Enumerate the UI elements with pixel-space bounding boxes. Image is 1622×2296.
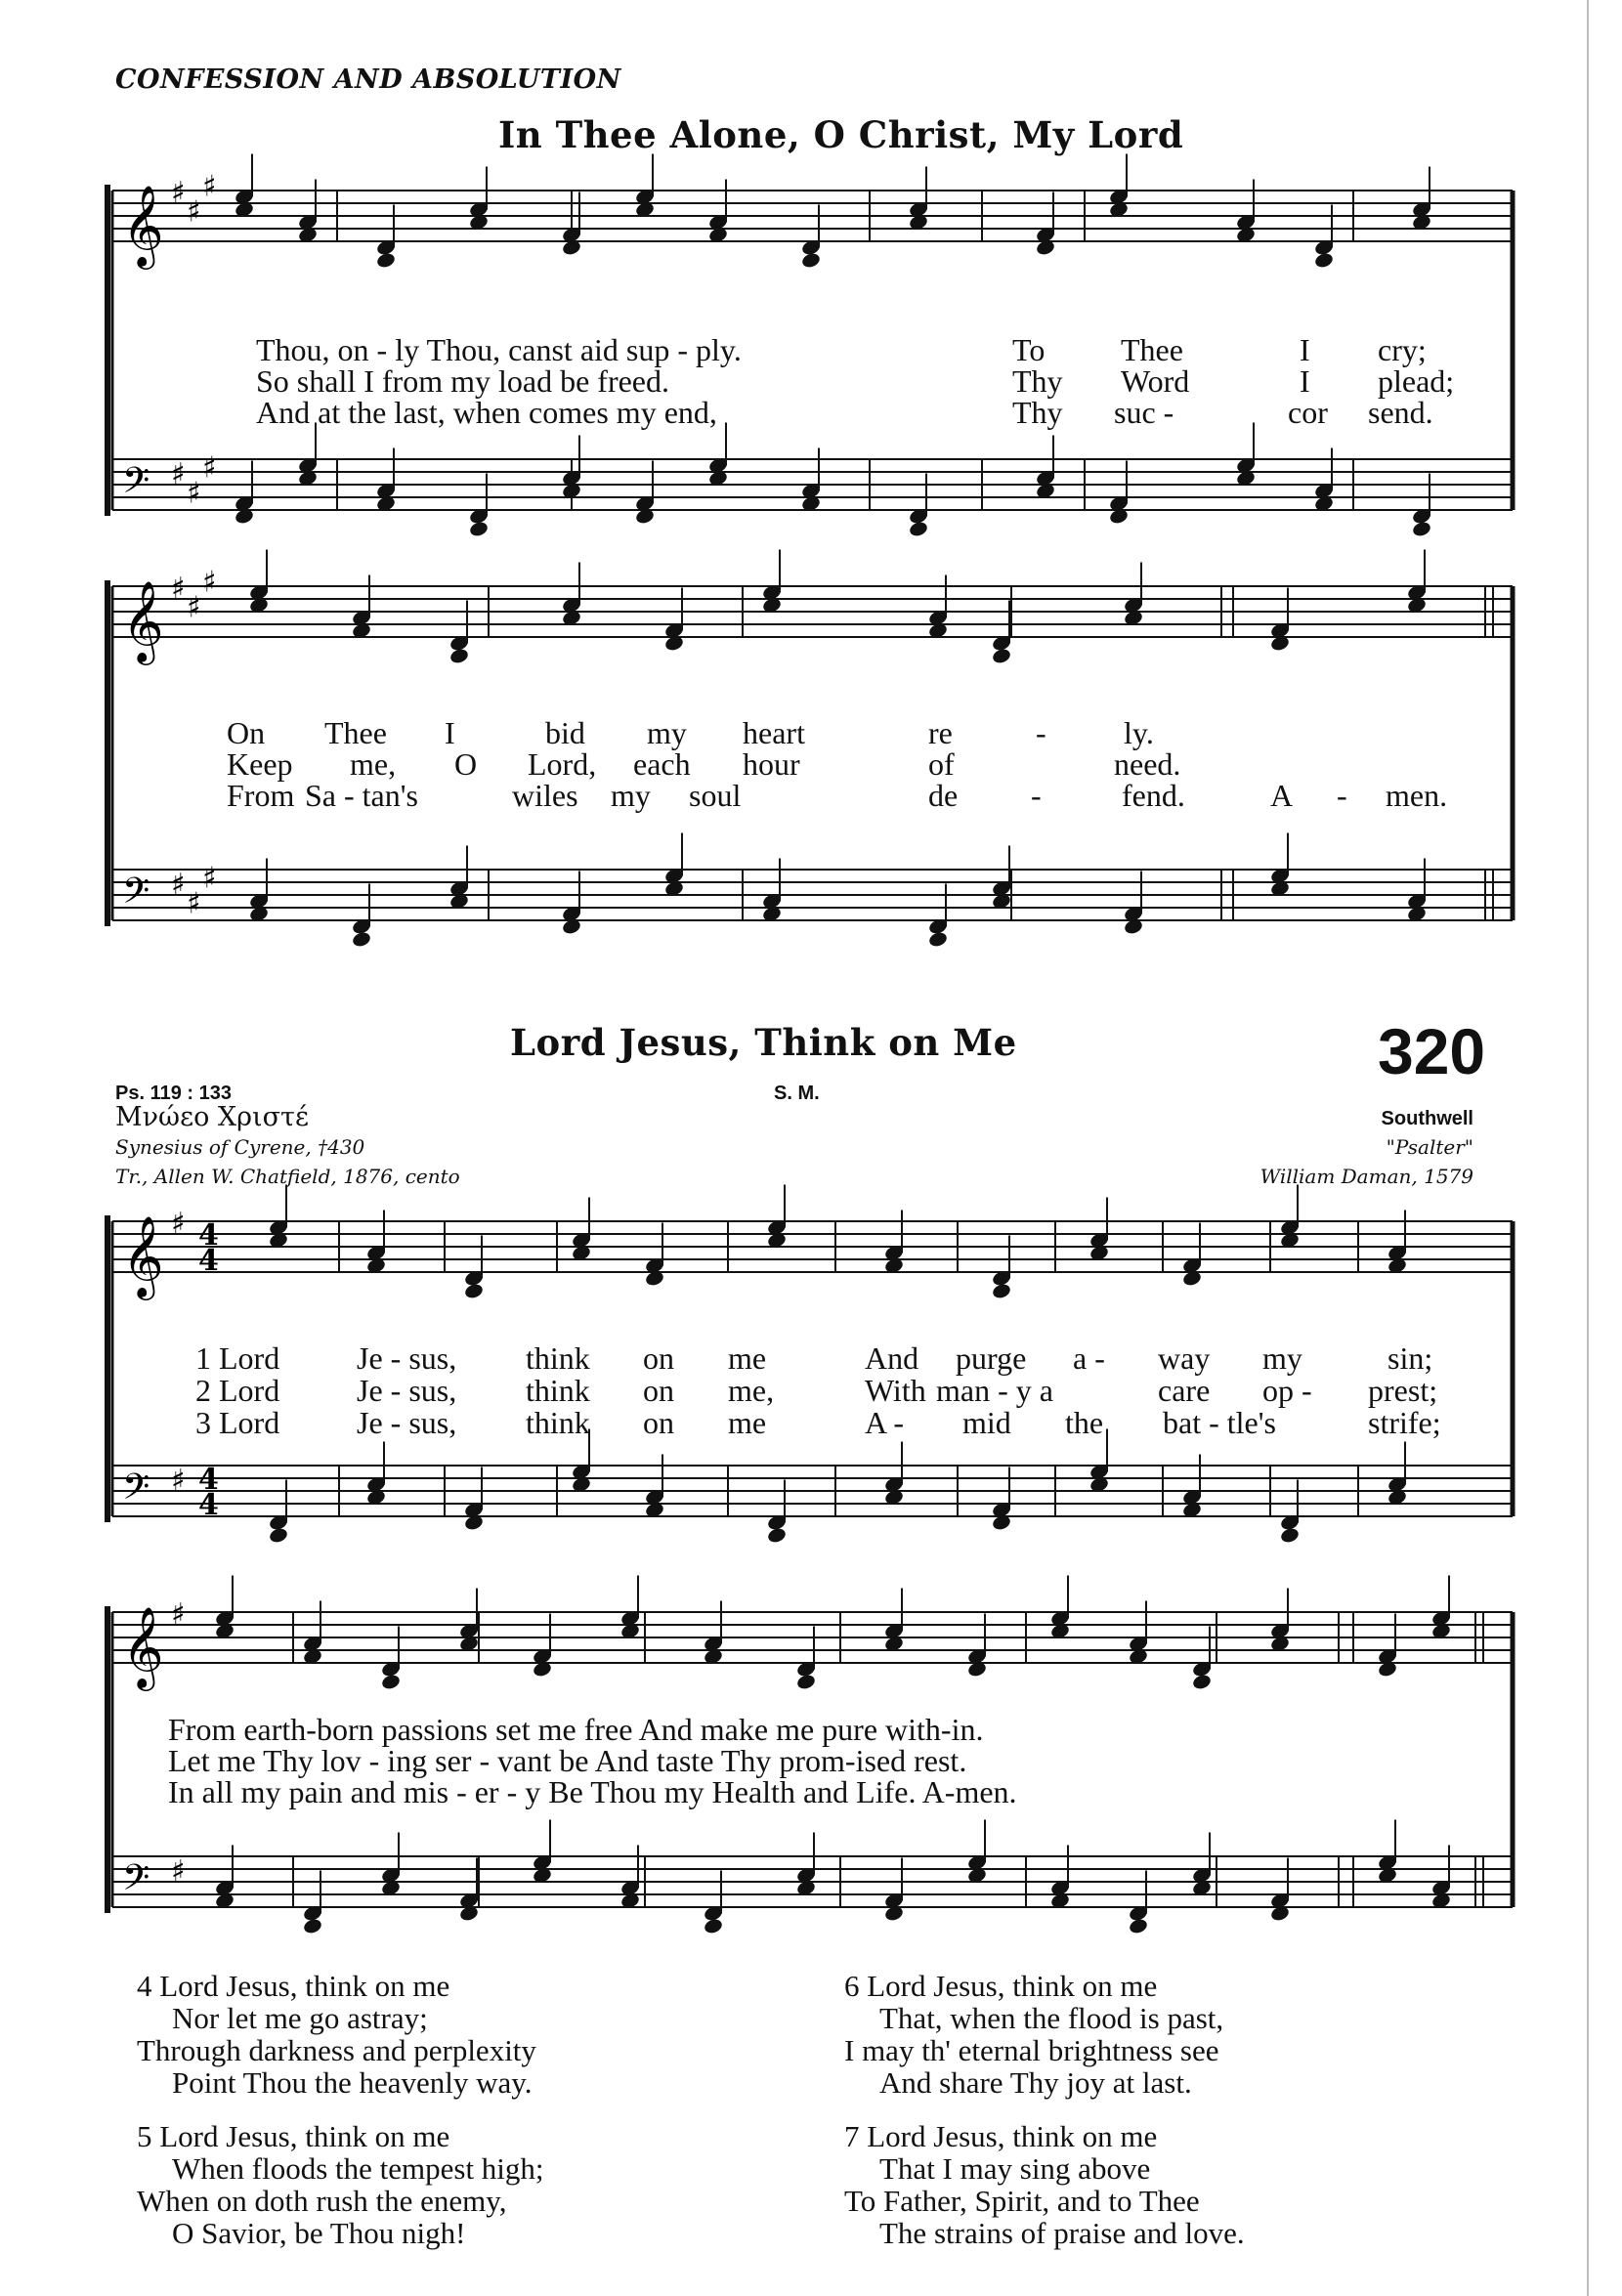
lyric-word: Thee [324,715,387,750]
lyric-word: send. [1368,395,1433,430]
stanza-line: To Father, Spirit, and to Thee [844,2184,1200,2218]
lyric-word: men. [1386,778,1448,813]
lyric-word: care [1158,1373,1211,1408]
hymn-b-lyric-line-5: Let me Thy lov - ing ser - vant be And taste Thy prom-ised rest. [168,1743,967,1778]
note-head [448,647,469,664]
lyric-word: de [928,778,959,813]
note-head [1191,1673,1212,1690]
lyric-word: 1 Lord [195,1340,280,1376]
lyric-word: my [1262,1340,1302,1376]
note-head [991,1282,1011,1299]
note-head [927,930,948,948]
bass-clef-icon: 𝄢 [122,871,150,920]
sharp-icon: ♯ [171,572,186,606]
lyric-word: Je - sus, [357,1340,457,1376]
sharp-icon: ♯ [202,169,217,204]
lyric-word: bid [545,715,585,750]
stanza-line: And share Thy joy at last. [879,2065,1192,2100]
lyric-word: fend. [1122,778,1185,813]
sharp-icon: ♯ [202,565,217,600]
lyric-word: 3 Lord [195,1405,280,1440]
note-head [795,1673,816,1690]
lyric-word: on [643,1405,674,1440]
note-head [468,520,489,537]
note-head [703,1917,723,1935]
lyric-word: And [865,1340,919,1376]
lyric-word: re [928,715,953,750]
stanza-line: That I may sing above [879,2151,1151,2186]
lyric-word: soul [689,778,742,813]
meter: S. M. [774,1083,820,1104]
lyric-word: me [728,1340,767,1376]
lyric-word: me [728,1405,767,1440]
lyric-word: plead; [1378,363,1455,399]
lyric-word: Lord, [528,746,597,782]
hymn-a-lyric-line-5 [0,746,1622,782]
lyric-word: cry; [1378,332,1427,367]
lyric-word: my [647,715,687,750]
lyric-word: wiles [512,778,578,813]
lyric-word: Thy [1012,363,1063,399]
hymn-a-lyric-line-4 [0,715,1622,750]
hymn-a-lyric-line-6 [0,778,1622,813]
time-signature-denominator: 4 [198,1244,219,1278]
sharp-icon: ♯ [171,457,186,491]
bass-clef-icon: 𝄢 [122,1467,150,1516]
note-head [380,1673,401,1690]
sharp-icon: ♯ [171,176,186,210]
stanza-line: 7 Lord Jesus, think on me [844,2119,1158,2153]
scripture-reference: Ps. 119 : 133 [115,1083,232,1104]
sharp-icon: ♯ [187,886,201,921]
stanza-5 [137,2120,544,2249]
lyric-word: me, [350,746,397,782]
treble-clef-icon: 𝄞 [122,1605,164,1687]
lyric-word: A [1270,778,1294,813]
stanza-line: The strains of praise and love. [879,2216,1245,2250]
hymn-number: 320 [1378,1015,1486,1087]
sharp-icon: ♯ [171,1854,186,1889]
lyric-word: on [643,1340,674,1376]
note-head [1279,1526,1300,1544]
sharp-icon: ♯ [171,1597,186,1632]
stanza-7 [844,2120,1245,2249]
bass-clef-icon: 𝄢 [122,1857,150,1907]
lyric-word: I [1300,363,1310,399]
lyric-word: prest; [1368,1373,1438,1408]
stanza-line: That, when the flood is past, [879,2001,1224,2035]
hymn-a-lyric-line-1 [0,332,1622,367]
system-brace [105,1606,110,1913]
lyric-word: of [928,746,955,782]
lyric-word: I [445,715,455,750]
lyric-phrase: And at the last, when comes my end, [256,395,717,430]
lyric-word: heart [743,715,805,750]
sharp-icon: ♯ [202,450,217,486]
lyric-word: each [633,746,691,782]
lyric-word: ly. [1124,715,1154,750]
hymn-b-lyric-line-2 [0,1373,1622,1408]
lyric-word: 2 Lord [195,1373,280,1408]
hymn-b-lyric-line-6: In all my pain and mis - er - y Be Thou my Health and Life. A-men. [168,1774,1017,1809]
stanza-line: 5 Lord Jesus, think on me [137,2119,450,2153]
lyric-word: op - [1262,1373,1312,1408]
hymn-b-title: Lord Jesus, Think on Me [510,1021,1017,1064]
note-head [268,1526,288,1544]
lyric-word: strife; [1368,1405,1441,1440]
treble-clef-icon: 𝄞 [122,184,164,266]
stanza-line: Through darkness and perplexity [137,2033,536,2067]
lyric-word: need. [1114,746,1181,782]
lyric-word: - [1031,778,1042,813]
note-head [302,1917,322,1935]
note-head [991,647,1011,664]
hymn-a-lyric-line-3 [0,395,1622,430]
stanza-line: Point Thou the heavenly way. [172,2065,533,2100]
lyric-phrase: So shall I from my load be freed. [256,363,669,399]
lyric-word: suc - [1114,395,1174,430]
time-signature-numerator: 4 [198,1463,219,1497]
lyric-word: way [1158,1340,1211,1376]
sharp-icon: ♯ [187,590,201,625]
time-signature-denominator: 4 [198,1488,219,1522]
section-heading: CONFESSION AND ABSOLUTION [115,64,621,95]
lyric-word: - [1337,778,1347,813]
stanza-line: 4 Lord Jesus, think on me [137,1969,450,2003]
lyric-word: mid [962,1405,1011,1440]
hymn-a-lyric-line-2 [0,363,1622,399]
greek-title: Μνώεο Χριστέ [115,1102,309,1132]
hymn-b-lyric-line-1 [0,1340,1622,1376]
sharp-icon: ♯ [171,1464,186,1498]
composer: William Daman, 1579 [1259,1165,1473,1188]
note-head [375,251,396,269]
lyric-word: Word [1121,363,1190,399]
lyric-word: Je - sus, [357,1373,457,1408]
author: Synesius of Cyrene, †430 [115,1135,365,1159]
note-head [1313,251,1334,269]
lyric-word: From [227,778,295,813]
lyric-word: man - y a [936,1373,1053,1408]
note-head [766,1526,787,1544]
lyric-word: bat - tle's [1163,1405,1276,1440]
hymn-a-title: In Thee Alone, O Christ, My Lord [498,113,1184,156]
lyric-word: cor [1288,395,1328,430]
sharp-icon: ♯ [171,868,186,902]
hymn-b-lyric-line-3 [0,1405,1622,1440]
lyric-word: on [643,1373,674,1408]
translator: Tr., Allen W. Chatfield, 1876, cento [115,1165,460,1188]
sharp-icon: ♯ [202,861,217,896]
note-head [1128,1917,1148,1935]
treble-clef-icon: 𝄞 [122,1214,164,1297]
lyric-word: think [526,1373,590,1408]
lyric-word: With [865,1373,926,1408]
lyric-word: think [526,1405,590,1440]
note-head [1411,520,1431,537]
stanza-line: Nor let me go astray; [172,2001,428,2035]
stanza-4 [137,1970,536,2099]
lyric-word: - [1036,715,1046,750]
stanza-line: I may th' eternal brightness see [844,2033,1219,2067]
lyric-word: O [454,746,478,782]
stanza-line: When on doth rush the enemy, [137,2184,507,2218]
lyric-word: Thy [1012,395,1063,430]
lyric-word: the [1065,1405,1104,1440]
lyric-word: me, [728,1373,775,1408]
note-head [463,1282,484,1299]
note-head [351,930,371,948]
lyric-word: Sa - tan's [305,778,418,813]
lyric-word: Keep [227,746,293,782]
sharp-icon: ♯ [171,1207,186,1241]
lyric-word: Thee [1121,332,1183,367]
lyric-word: Je - sus, [357,1405,457,1440]
stanza-6 [844,1970,1223,2099]
note-head [908,520,928,537]
lyric-word: On [227,715,266,750]
tune-name: Southwell [1381,1108,1473,1129]
lyric-word: think [526,1340,590,1376]
bass-clef-icon: 𝄢 [122,460,150,510]
stanza-line: When floods the tempest high; [172,2151,544,2186]
treble-clef-icon: 𝄞 [122,579,164,661]
time-signature-numerator: 4 [198,1218,219,1253]
sharp-icon: ♯ [187,194,201,230]
lyric-word: To [1012,332,1046,367]
note-head [800,251,821,269]
sharp-icon: ♯ [187,476,201,511]
lyric-word: I [1300,332,1310,367]
lyric-word: A - [865,1405,904,1440]
tune-source: "Psalter" [1386,1135,1473,1159]
lyric-word: my [611,778,651,813]
stanza-line: O Savior, be Thou nigh! [172,2216,466,2250]
lyric-word: hour [743,746,800,782]
lyric-word: a - [1073,1340,1105,1376]
lyric-phrase: Thou, on - ly Thou, canst aid sup - ply. [256,332,742,367]
stanza-line: 6 Lord Jesus, think on me [844,1969,1158,2003]
hymn-b-lyric-line-4: From earth-born passions set me free And make me pure with-in. [168,1712,984,1747]
lyric-word: sin; [1387,1340,1433,1376]
lyric-word: purge [956,1340,1027,1376]
